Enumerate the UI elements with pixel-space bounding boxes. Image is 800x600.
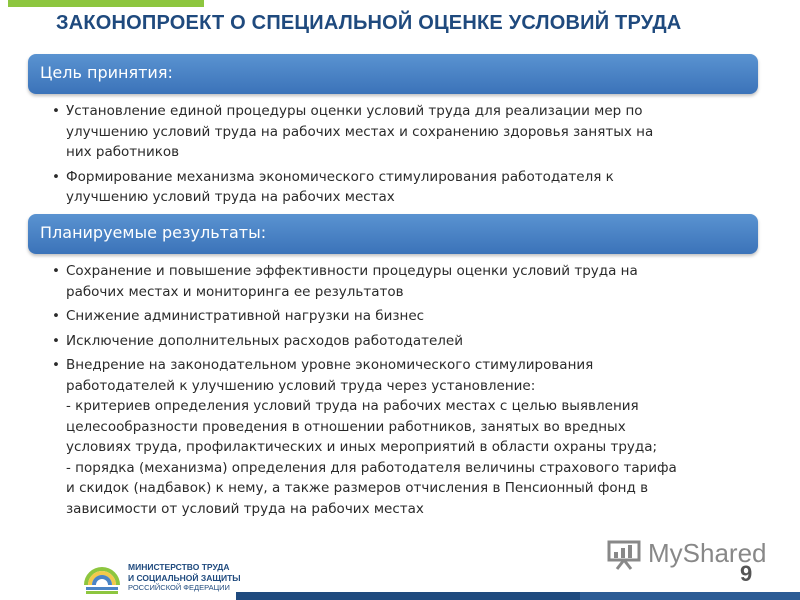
page-number: 9	[740, 561, 753, 586]
list-item: • Снижение административной нагрузки на бизнес	[50, 306, 750, 327]
goal-list	[50, 101, 750, 212]
list-item: • Формирование механизма экономического стимулирования работодателя к улучшению условий труда на рабочих местах	[50, 167, 750, 208]
list-item: • Внедрение на законодательном уровне экономического стимулирования работодателей к улучшению условий труда через установление: - критериев определения условий труда на рабочих местах с целью выявления целесообразности проведения в отношении работников, занятых во вредных условиях труда, профилактических и иных мероприятий в области охраны труда; - порядка (механизма) определения для работодателя величины страхового тарифа и скидок (надбавок) к нему, а также размеров отчисления в Пенсионный фонд в зависимости от условий труда на рабочих местах	[50, 355, 750, 519]
section-header-results	[28, 214, 758, 254]
results-list	[50, 261, 750, 523]
footer-bar-right	[580, 592, 800, 600]
ministry-logo-icon	[82, 555, 122, 595]
footer-bar	[236, 592, 580, 600]
watermark-text: MyShared	[648, 538, 767, 568]
section-heading-results: Планируемые результаты:	[40, 223, 267, 242]
section-header-goal	[28, 54, 758, 94]
ministry-line-2: И СОЦИАЛЬНОЙ ЗАЩИТЫ	[128, 572, 241, 583]
presentation-board-icon	[607, 540, 641, 570]
top-accent-bar	[8, 0, 204, 7]
list-item: • Установление единой процедуры оценки условий труда для реализации мер по улучшению условий труда на рабочих местах и сохранению здоровья занятых на них работников	[50, 101, 750, 163]
list-item: • Сохранение и повышение эффективности процедуры оценки условий труда на рабочих местах и мониторинга ее результатов	[50, 261, 750, 302]
section-heading-goal: Цель принятия:	[40, 63, 173, 82]
slide-title: ЗАКОНОПРОЕКТ О СПЕЦИАЛЬНОЙ ОЦЕНКЕ УСЛОВИЙ ТРУДА	[56, 12, 682, 34]
list-item: • Исключение дополнительных расходов работодателей	[50, 331, 750, 352]
ministry-line-3: РОССИЙСКОЙ ФЕДЕРАЦИИ	[128, 583, 230, 592]
ministry-line-1: МИНИСТЕРСТВО ТРУДА	[128, 562, 230, 572]
ministry-name	[128, 562, 241, 594]
